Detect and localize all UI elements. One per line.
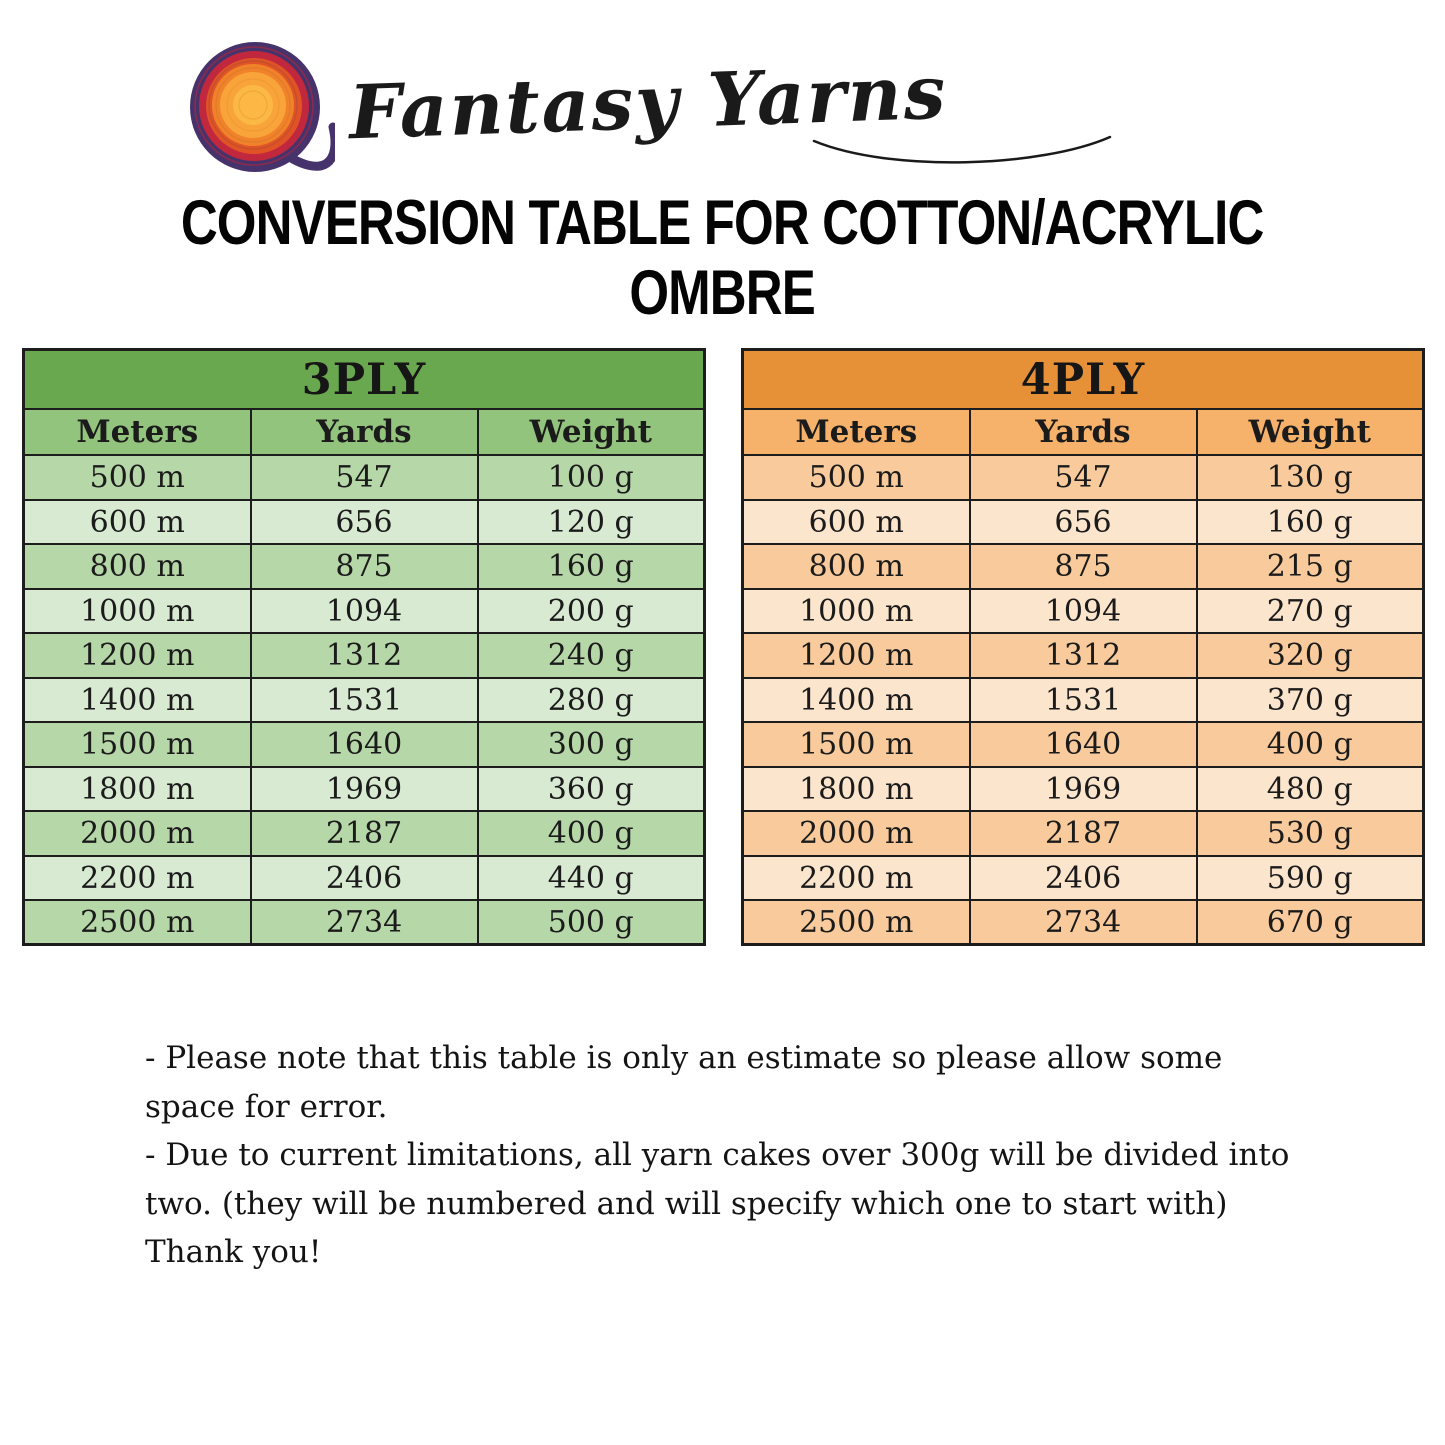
yarn-ball-icon (183, 29, 335, 193)
cell-weight: 160 g (1197, 500, 1424, 545)
page-title-line2: OMBRE (629, 257, 816, 329)
table-4ply-col-weight: Weight (1197, 409, 1424, 455)
cell-yards: 547 (251, 455, 478, 500)
table-row (743, 544, 1424, 589)
brand-logo (0, 0, 1445, 160)
table-3ply-col-yards: Yards (251, 409, 478, 455)
note-line: two. (they will be numbered and will specify which one to start with) (145, 1185, 1228, 1222)
cell-meters: 1000 m (24, 589, 251, 634)
cell-yards: 1531 (970, 678, 1197, 723)
table-row (743, 900, 1424, 945)
brand-swash-flourish (812, 131, 1112, 175)
cell-meters: 600 m (743, 500, 970, 545)
table-row (24, 811, 705, 856)
table-4ply-col-meters: Meters (743, 409, 970, 455)
cell-yards: 1312 (970, 633, 1197, 678)
cell-meters: 2500 m (24, 900, 251, 945)
cell-yards: 1094 (970, 589, 1197, 634)
table-row (24, 544, 705, 589)
cell-yards: 2406 (251, 856, 478, 901)
cell-weight: 440 g (478, 856, 705, 901)
table-row (24, 767, 705, 812)
cell-yards: 547 (970, 455, 1197, 500)
cell-yards: 1531 (251, 678, 478, 723)
table-3ply-title: 3PLY (24, 349, 705, 409)
cell-yards: 2734 (251, 900, 478, 945)
table-3ply-col-weight: Weight (478, 409, 705, 455)
cell-meters: 2500 m (743, 900, 970, 945)
cell-yards: 1312 (251, 633, 478, 678)
table-row (743, 678, 1424, 723)
cell-weight: 300 g (478, 722, 705, 767)
cell-weight: 280 g (478, 678, 705, 723)
cell-meters: 1400 m (743, 678, 970, 723)
cell-meters: 1200 m (743, 633, 970, 678)
cell-yards: 875 (970, 544, 1197, 589)
cell-weight: 670 g (1197, 900, 1424, 945)
table-row (24, 589, 705, 634)
cell-meters: 800 m (24, 544, 251, 589)
table-4ply (741, 348, 1425, 947)
table-4ply-title: 4PLY (743, 349, 1424, 409)
cell-meters: 2000 m (24, 811, 251, 856)
table-row (24, 900, 705, 945)
cell-meters: 500 m (743, 455, 970, 500)
cell-yards: 2187 (251, 811, 478, 856)
table-row (743, 455, 1424, 500)
cell-weight: 320 g (1197, 633, 1424, 678)
table-row (24, 500, 705, 545)
cell-yards: 1969 (970, 767, 1197, 812)
cell-weight: 270 g (1197, 589, 1424, 634)
page-title (0, 187, 1445, 329)
table-row (24, 678, 705, 723)
cell-meters: 1400 m (24, 678, 251, 723)
cell-yards: 1640 (251, 722, 478, 767)
cell-weight: 100 g (478, 455, 705, 500)
table-row (743, 811, 1424, 856)
cell-weight: 480 g (1197, 767, 1424, 812)
cell-meters: 1800 m (24, 767, 251, 812)
cell-meters: 600 m (24, 500, 251, 545)
table-row (743, 767, 1424, 812)
table-row (24, 455, 705, 500)
cell-weight: 590 g (1197, 856, 1424, 901)
conversion-tables (22, 348, 1425, 947)
note-line: - Please note that this table is only an estimate so please allow some (145, 1040, 1223, 1077)
table-row (743, 500, 1424, 545)
cell-weight: 400 g (1197, 722, 1424, 767)
cell-meters: 800 m (743, 544, 970, 589)
page-title-line1: CONVERSION TABLE FOR COTTON/ACRYLIC (181, 187, 1264, 258)
note-line: Thank you! (145, 1234, 322, 1271)
table-4ply-col-yards: Yards (970, 409, 1197, 455)
cell-weight: 400 g (478, 811, 705, 856)
note-line: - Due to current limitations, all yarn cakes over 300g will be divided into (145, 1137, 1290, 1174)
cell-yards: 656 (970, 500, 1197, 545)
cell-weight: 370 g (1197, 678, 1424, 723)
table-3ply-col-meters: Meters (24, 409, 251, 455)
cell-yards: 1969 (251, 767, 478, 812)
table-row (24, 722, 705, 767)
cell-weight: 215 g (1197, 544, 1424, 589)
cell-yards: 2406 (970, 856, 1197, 901)
cell-meters: 2200 m (743, 856, 970, 901)
table-4ply-body (743, 455, 1424, 945)
cell-meters: 500 m (24, 455, 251, 500)
cell-meters: 1800 m (743, 767, 970, 812)
cell-weight: 530 g (1197, 811, 1424, 856)
table-row (743, 722, 1424, 767)
cell-meters: 2000 m (743, 811, 970, 856)
cell-weight: 200 g (478, 589, 705, 634)
brand-name-text: Fantasy Yarns (348, 49, 949, 157)
cell-weight: 240 g (478, 633, 705, 678)
table-3ply (22, 348, 706, 947)
cell-yards: 2734 (970, 900, 1197, 945)
cell-meters: 2200 m (24, 856, 251, 901)
cell-yards: 875 (251, 544, 478, 589)
cell-weight: 360 g (478, 767, 705, 812)
table-row (743, 633, 1424, 678)
table-row (743, 856, 1424, 901)
cell-meters: 1500 m (24, 722, 251, 767)
table-row (24, 633, 705, 678)
table-3ply-body (24, 455, 705, 945)
cell-yards: 1094 (251, 589, 478, 634)
cell-meters: 1500 m (743, 722, 970, 767)
note-line: space for error. (145, 1088, 388, 1125)
cell-meters: 1000 m (743, 589, 970, 634)
cell-yards: 656 (251, 500, 478, 545)
cell-yards: 1640 (970, 722, 1197, 767)
cell-weight: 130 g (1197, 455, 1424, 500)
cell-meters: 1200 m (24, 633, 251, 678)
cell-weight: 160 g (478, 544, 705, 589)
cell-yards: 2187 (970, 811, 1197, 856)
table-row (743, 589, 1424, 634)
cell-weight: 500 g (478, 900, 705, 945)
footer-notes (145, 1034, 1335, 1277)
table-row (24, 856, 705, 901)
cell-weight: 120 g (478, 500, 705, 545)
